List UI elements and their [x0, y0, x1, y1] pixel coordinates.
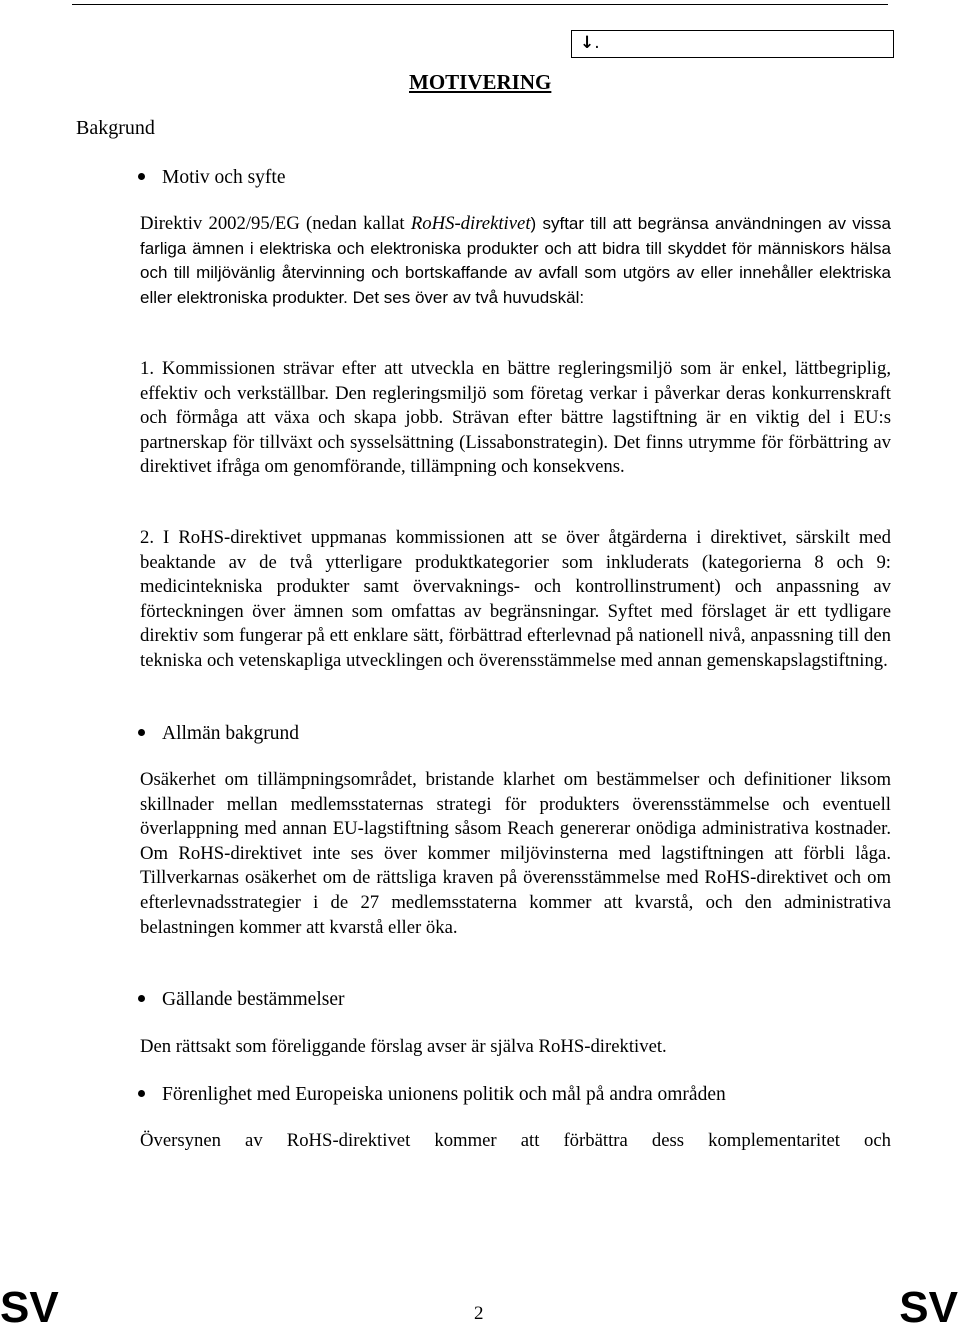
paragraph-text: ) syftar till att begränsa användningen av vissa farliga ämnen i elektriska och elektroniska produkter och att bidra till skyddet för människors hälsa och till miljövänlig återvinning och bortskaffande av avfall som utgörs av eller innehåller elektriska eller elektroniska produkter. Det ses över av två huvudskäl:: [140, 214, 891, 307]
bullet-dot-icon: [138, 729, 145, 736]
document-title: MOTIVERING: [409, 70, 552, 94]
marker-text: .: [594, 33, 600, 53]
bullet-dot-icon: [138, 1090, 145, 1097]
bullet-dot-icon: [138, 173, 145, 180]
top-rule: [72, 4, 888, 5]
down-arrow-icon: ↓: [580, 33, 595, 53]
paragraph-provisions: Den rättsakt som föreliggande förslag avser är själva RoHS-direktivet.: [140, 1036, 667, 1057]
bullet-label: Förenlighet med Europeiska unionens politik och mål på andra områden: [162, 1084, 726, 1105]
bullet-label: Motiv och syfte: [162, 167, 286, 188]
bullet-forenlighet: [138, 1083, 726, 1107]
bullet-label: Allmän bakgrund: [162, 723, 300, 744]
paragraph-consistency: Översynen av RoHS-direktivet kommer att förbättra dess komplementaritet och: [140, 1130, 891, 1151]
paragraph-background: Osäkerhet om tillämpningsområdet, bristande klarhet om bestämmelser och definitioner liksom skillnader mellan medlemsstaternas strategi för produkters överensstämmelse och eventuell överlappning med annan EU-lagstiftning såsom Reach genererar onödiga administrativa kostnader. Om RoHS-direktivet inte ses över kommer miljövinsterna med lagstiftningen att förbli låga. Tillverkarnas osäkerhet om de rättsliga kraven på överensstämmelse med RoHS-direktivet och om efterlevnadsstrategier i de 27 medlemsstaterna kommer att kvarstå, och den administrativa belastningen kommer att kvarstå eller öka.: [140, 769, 891, 938]
bullet-allman: [138, 722, 299, 746]
document-marker-box: [571, 30, 894, 58]
paragraph-directive: [140, 212, 891, 310]
section-heading: Bakgrund: [76, 117, 155, 139]
bullet-dot-icon: [138, 995, 145, 1002]
language-code-left: SV: [0, 1283, 59, 1332]
paragraph-italic-text: RoHS-direktivet: [410, 213, 531, 234]
bullet-gallande: [138, 988, 344, 1012]
paragraph-text: Direktiv 2002/95/EG (nedan kallat: [140, 213, 411, 234]
page-number: 2: [474, 1303, 484, 1324]
bullet-motiv: [138, 166, 285, 190]
bullet-label: Gällande bestämmelser: [162, 989, 345, 1010]
language-code-right: SV: [899, 1283, 958, 1332]
paragraph-reason-2: 2. I RoHS-direktivet uppmanas kommissionen att se över åtgärderna i direktivet, särskilt med beaktande av de två ytterligare produktkategorier som inkluderats (kategorierna 8 och 9: medicintekniska produkter samt övervaknings- och kontrollinstrument) och anpassning av förteckningen över ämnen som omfattas av begränsningar. Syftet med förslaget är ett tydligare direktiv som fungerar på ett enklare sätt, förbättrad efterlevnad på nationell nivå, anpassning till den tekniska och vetenskapliga utvecklingen och överensstämmelse med annan gemenskapslagstiftning.: [140, 527, 891, 671]
paragraph-reason-1: 1. Kommissionen strävar efter att utveckla en bättre regleringsmiljö som är enkel, lättbegriplig, effektiv och verkställbar. Den regleringsmiljö som företag verkar i påverkar deras konkurrenskraft och förmåga att växa och skapa jobb. Strävan efter bättre lagstiftning är en viktig del i EU:s partnerskap för tillväxt och sysselsättning (Lissabonstrategin). Det finns utrymme för förbättring av direktivet ifråga om genomförande, tillämpning och konsekvens.: [140, 358, 891, 478]
